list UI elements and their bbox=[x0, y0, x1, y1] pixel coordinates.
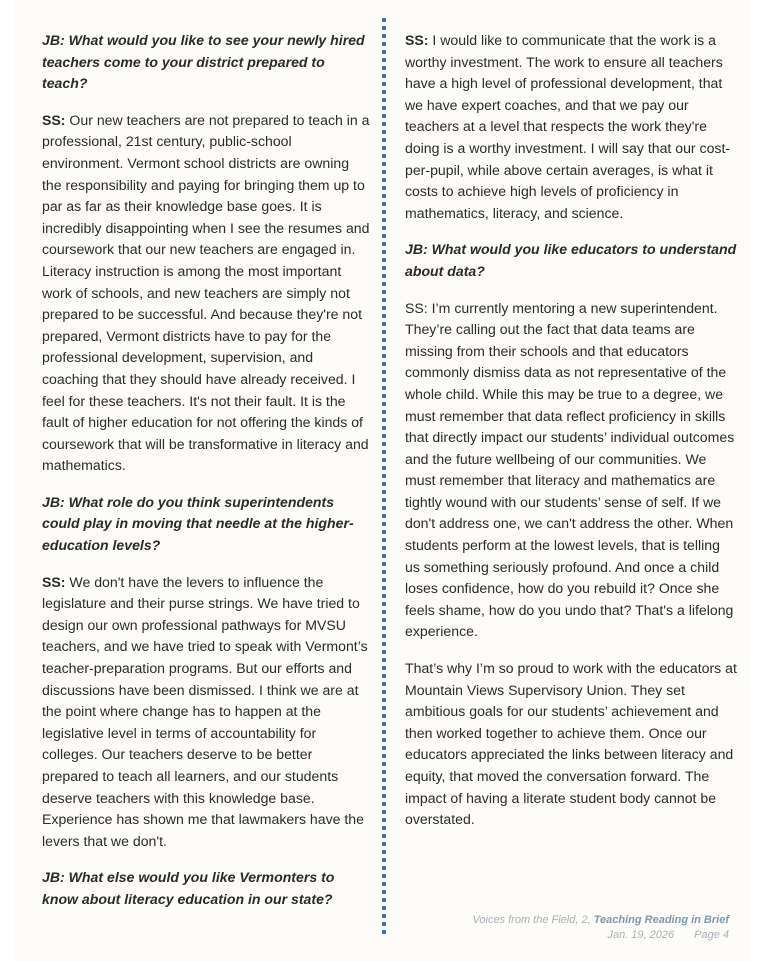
footer-publication-title: Teaching Reading in Brief bbox=[593, 914, 729, 926]
answer-5: That’s why I’m so proud to work with the educators at Mountain Views Supervisory Union. They set ambitious goals for our students’ achievement and then worked together to achieve them. Once our educators appreciated the links between literacy and equity, that moved the conversation forward. The impact of having a literate student body cannot be overstated. bbox=[405, 660, 737, 828]
question-3: JB: What else would you like Vermonters to know about literacy education in our state? bbox=[42, 869, 335, 907]
answer-3-text: I would like to communicate that the work is a worthy investment. The work to ensure all teachers have a high level of professional development, that we have expert coaches, and that we pay our teachers at a level that respects the work they're doing is a worthy investment. I will say that our cost-per-pupil, while above certain averages, is what it costs to achieve high levels of proficiency in mathematics, literacy, and science. bbox=[405, 32, 731, 221]
column-divider bbox=[382, 18, 386, 936]
answer-2-text: We don't have the levers to influence the legislature and their purse strings. We have tried to design our own professional pathways for MVSU teachers, and we have tried to speak with Vermont’s teacher-preparation programs. But our efforts and discussions have been dismissed. I think we are at the point where change has to happen at the legislative level in terms of accountability for colleges. Our teachers deserve to be better prepared to teach all learners, and our students deserve teachers with this knowledge base. Experience has shown me that lawmakers have the levers that we don't. bbox=[42, 573, 368, 849]
right-column bbox=[405, 30, 738, 846]
question-2: JB: What role do you think superintendents could play in moving that needle at the higher-education levels? bbox=[42, 493, 354, 554]
question-1: JB: What would you like to see your newly hired teachers come to your district prepared to teach? bbox=[42, 32, 365, 92]
answer-1-text: Our new teachers are not prepared to teach in a professional, 21st century, public-school environment. Vermont school districts are owning the responsibility and paying for bringing them up to par as far as their knowledge base goes. It is incredibly disappointing when I see the resumes and coursework that our new teachers are engaged in. Literacy instruction is among the most important work of schools, and new teachers are simply not prepared to be successful. And because they're not prepared, Vermont districts have to pay for the professional development, supervision, and coaching that they should have already received. I feel for these teachers. It's not their fault. It is the fault of higher education for not offering the kinds of coursework that will be transformative in literacy and mathematics. bbox=[42, 111, 370, 474]
page-footer bbox=[472, 913, 729, 943]
footer-date-line bbox=[472, 928, 729, 943]
answer-2 bbox=[42, 572, 372, 853]
question-4: JB: What would you like educators to understand about data? bbox=[405, 241, 737, 279]
left-column bbox=[42, 30, 372, 926]
answer-1 bbox=[42, 110, 372, 477]
footer-series: Voices from the Field, 2, bbox=[472, 914, 594, 926]
footer-publication-line bbox=[472, 913, 729, 928]
document-page bbox=[14, 0, 750, 961]
speaker-label: SS: bbox=[405, 32, 429, 48]
speaker-label: SS: bbox=[42, 573, 66, 590]
answer-3 bbox=[405, 30, 738, 224]
footer-page-number: Page 4 bbox=[694, 929, 729, 941]
speaker-label: SS: bbox=[42, 111, 66, 128]
answer-4: SS: I’m currently mentoring a new superintendent. They’re calling out the fact that data teams are missing from their schools and that educators commonly dismiss data as not representative of the whole child. While this may be true to a degree, we must remember that data reflect proficiency in skills that directly impact our students’ individual outcomes and the future wellbeing of our communities. We must remember that literacy and mathematics are tightly wound with our students’ sense of self. If we don't address one, we can't address the other. When students perform at the lowest levels, that is telling us something seriously profound. And once a child loses confidence, how do you rebuild it? Once she feels shame, how do you undo that? That's a lifelong experience. bbox=[405, 299, 735, 640]
footer-date: Jan. 19, 2026 bbox=[607, 929, 675, 941]
